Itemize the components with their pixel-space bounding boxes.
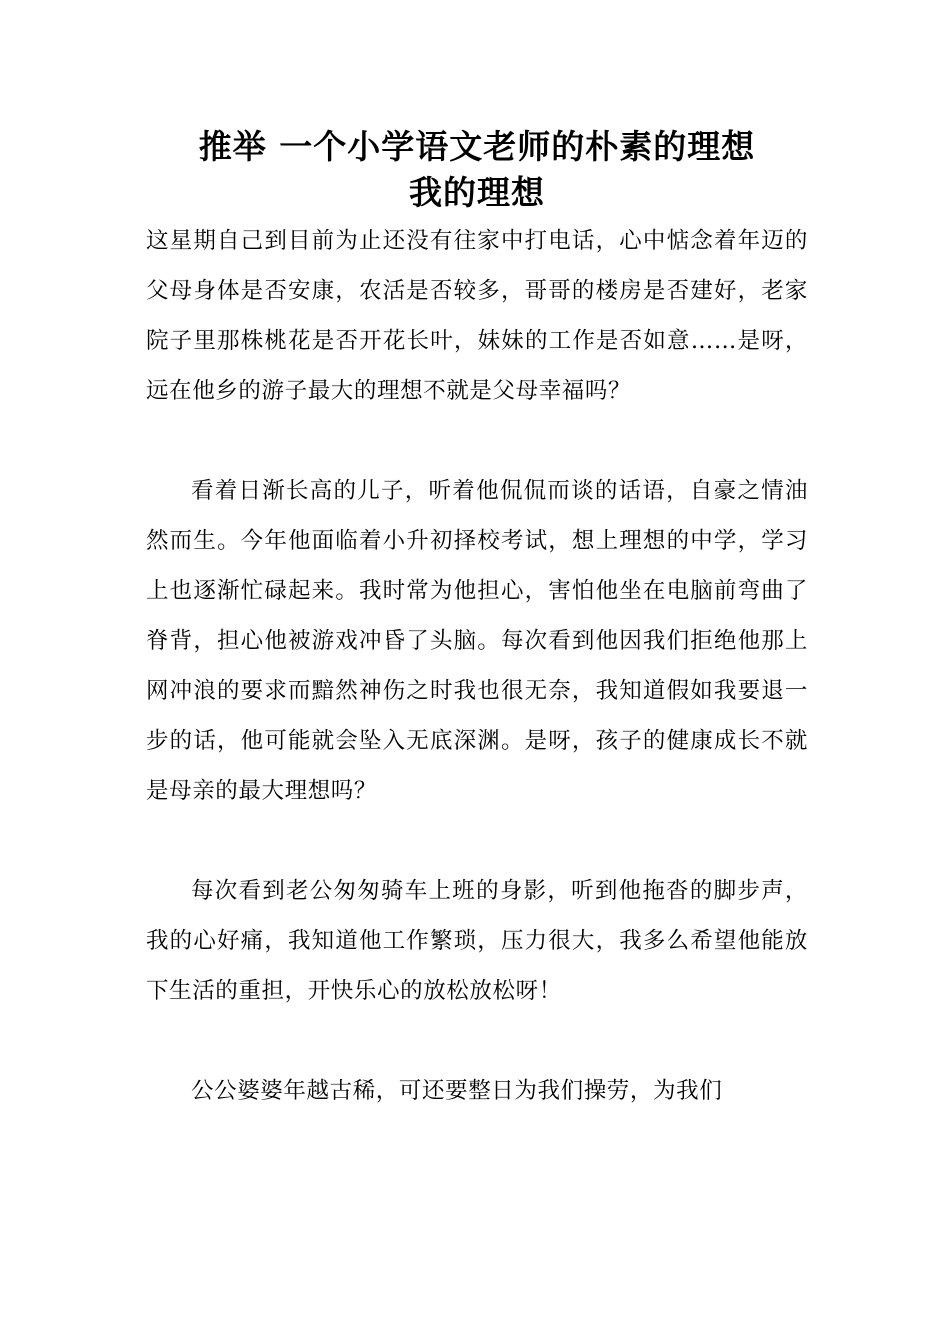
paragraph-2: 看着日渐长高的儿子，听着他侃侃而谈的话语，自豪之情油然而生。今年他面临着小升初择校考试，想上理想的中学，学习上也逐渐忙碌起来。我时常为他担心，害怕他坐在电脑前弯曲了脊背，担心他被游戏冲昏了头脑。每次看到他因我们拒绝他那上网冲浪的要求而黯然神伤之时我也很无奈，我知道假如我要退一步的话，他可能就会坠入无底深渊。是呀，孩子的健康成长不就是母亲的最大理想吗？ [146,478,808,804]
title-line-1: 推举 一个小学语文老师的朴素的理想 [198,127,756,166]
paragraph-4: 公公婆婆年越古稀，可还要整日为我们操劳，为我们 [191,1078,723,1104]
paragraph-3: 每次看到老公匆匆骑车上班的身影，听到他拖沓的脚步声，我的心好痛，我知道他工作繁琐，压力很大，我多么希望他能放下生活的重担，开快乐心的放松放松呀！ [146,878,808,1004]
paragraph-1: 这星期自己到目前为止还没有往家中打电话，心中惦念着年迈的父母身体是否安康，农活是否较多，哥哥的楼房是否建好，老家院子里那株桃花是否开花长叶，妹妹的工作是否如意……是呀，远在他乡的游子最大的理想不就是父母幸福吗？ [146,228,808,404]
title-line-2: 我的理想 [409,173,545,212]
document-title [146,124,808,216]
document-page [146,124,808,1116]
